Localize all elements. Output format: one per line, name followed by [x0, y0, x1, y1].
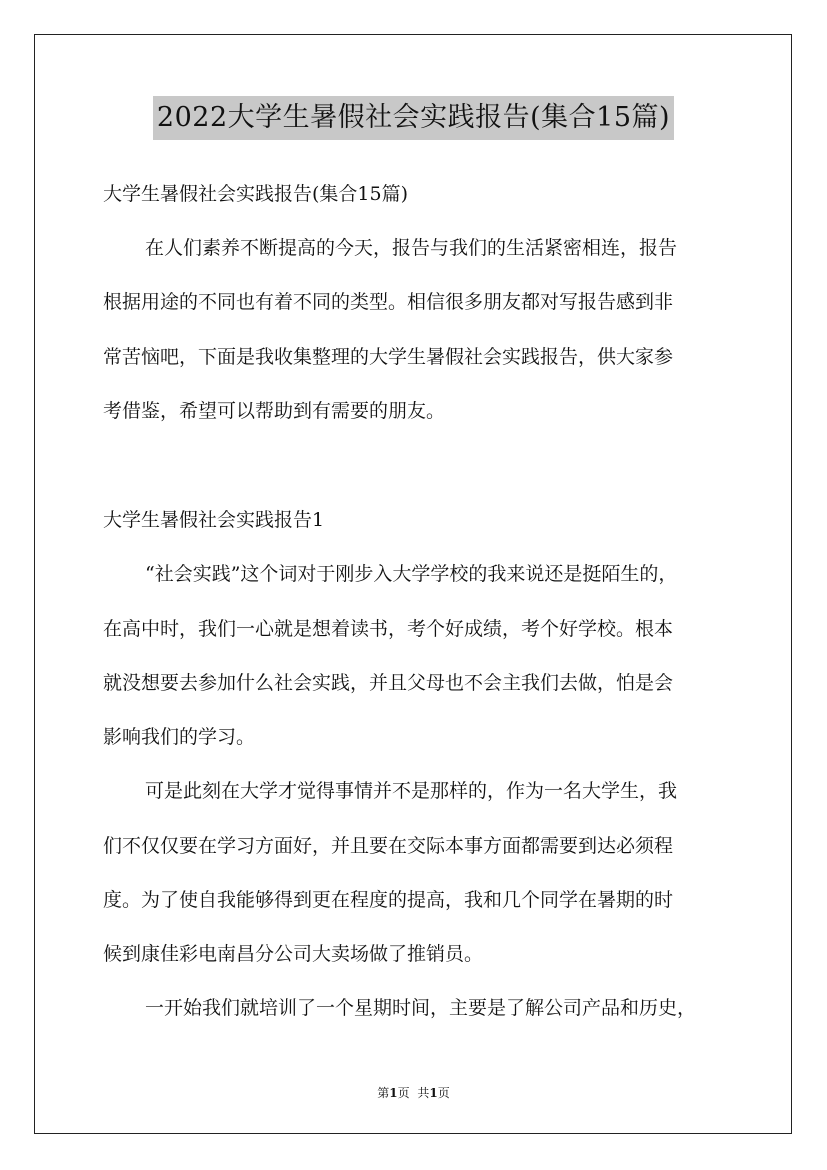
para1-line-3: 就没想要去参加什么社会实践，并且父母也不会主我们去做，怕是会	[103, 672, 674, 694]
subtitle: 大学生暑假社会实践报告(集合15篇)	[103, 183, 409, 205]
intro-line-3: 常苦恼吧，下面是我收集整理的大学生暑假社会实践报告，供大家参	[103, 346, 674, 368]
para3-line-1: 一开始我们就培训了一个星期时间，主要是了解公司产品和历史，	[145, 997, 697, 1019]
para1-line-4: 影响我们的学习。	[103, 726, 256, 748]
section-heading: 大学生暑假社会实践报告1	[103, 509, 325, 531]
para2-line-4: 候到康佳彩电南昌分公司大卖场做了推销员。	[103, 943, 484, 965]
para1-line-1: “社会实践”这个词对于刚步入大学学校的我来说还是挺陌生的，	[145, 563, 678, 585]
intro-line-1: 在人们素养不断提高的今天，报告与我们的生活紧密相连，报告	[145, 237, 678, 259]
footer-total-number: 1	[429, 1086, 438, 1100]
para2-line-3: 度。为了使自我能够得到更在程度的提高，我和几个同学在暑期的时	[103, 889, 674, 911]
para2-line-1: 可是此刻在大学才觉得事情并不是那样的，作为一名大学生，我	[145, 780, 678, 802]
footer-total-suffix: 页	[437, 1086, 450, 1100]
para2-line-2: 们不仅仅要在学习方面好，并且要在交际本事方面都需要到达必须程	[103, 835, 674, 857]
page-footer	[0, 1084, 827, 1101]
footer-page-suffix: 页	[397, 1086, 410, 1100]
document-title: 2022大学生暑假社会实践报告(集合15篇)	[153, 96, 674, 140]
title-wrap	[0, 96, 827, 140]
footer-page-prefix: 第	[377, 1086, 390, 1100]
intro-line-2: 根据用途的不同也有着不同的类型。相信很多朋友都对写报告感到非	[103, 291, 674, 313]
para1-line-2: 在高中时，我们一心就是想着读书，考个好成绩，考个好学校。根本	[103, 618, 674, 640]
intro-line-4: 考借鉴，希望可以帮助到有需要的朋友。	[103, 400, 446, 422]
footer-page-number: 1	[389, 1086, 398, 1100]
footer-total-prefix: 共	[417, 1086, 430, 1100]
